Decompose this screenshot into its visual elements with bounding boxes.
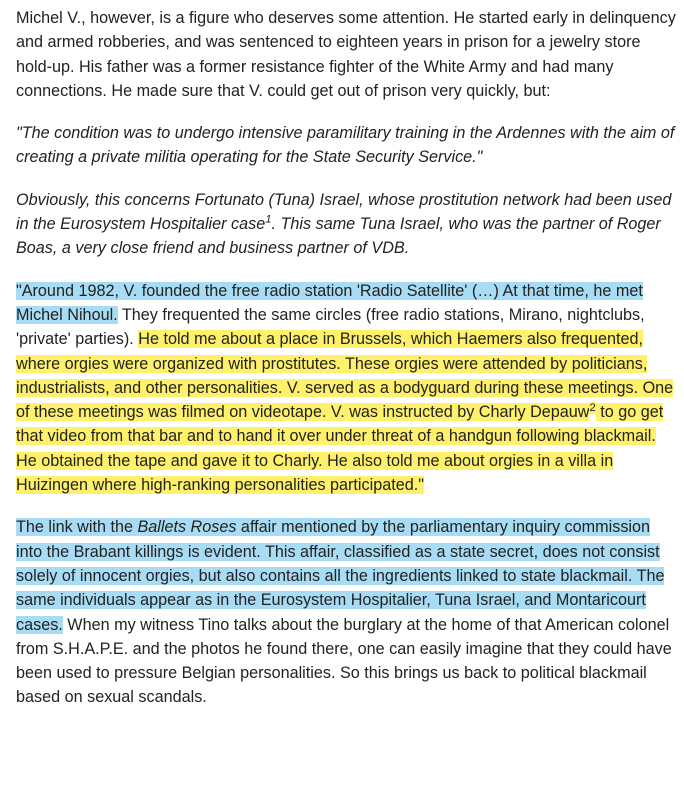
paragraph-tuna-israel — [16, 188, 680, 261]
footnote-ref[interactable]: 2 — [589, 401, 596, 414]
paragraph-radio-satellite — [16, 279, 680, 498]
blue-highlight-italic: Ballets Roses — [137, 518, 237, 537]
paragraph-text: Obviously, this concerns Fortunato (Tuna) Israel, whose prostitution network had been used in the Eurosystem Hospitalier case — [16, 190, 672, 234]
yellow-highlight: to go get that video from that bar and to hand it over under threat of a handgun following blackmail. He obtained the tape and gave it to Charly. He also told me about orgies in a villa in Huizingen where high-ranking personalities participated." — [16, 403, 664, 495]
document-page — [16, 6, 680, 728]
paragraph-text: They frequented the same circles (free radio stations, Mirano, nightclubs, 'private' parties). — [16, 305, 645, 349]
footnote-ref[interactable]: 1 — [265, 213, 272, 226]
quote-paragraph: "The condition was to undergo intensive paramilitary training in the Ardennes with the aim of creating a private militia operating for the State Security Service." — [16, 124, 675, 167]
paragraph-text: When my witness Tino talks about the burglary at the home of that American colonel from S.H.A.P.E. and the photos he found there, one can easily imagine that they could have been used to pressure Belgian personalities. So this brings us back to political blackmail based on sexual scandals. — [16, 615, 672, 707]
blue-highlight: "Around 1982, V. founded the free radio station 'Radio Satellite' (…) At that time, he met Michel Nihoul. — [16, 281, 643, 324]
blue-highlight: The link with the — [16, 518, 138, 537]
blue-highlight: affair mentioned by the parliamentary inquiry commission into the Brabant killings is evident. This affair, classified as a state secret, does not consist solely of innocent orgies, but also contains all the ingredients linked to state blackmail. The same individuals appear as in the Eurosystem Hospitalier, Tuna Israel, and Montaricourt cases. — [16, 518, 665, 634]
paragraph-text: . This same Tuna Israel, who was the partner of Roger Boas, a very close friend and business partner of VDB. — [16, 215, 661, 258]
paragraph-ballets-roses — [16, 515, 680, 709]
yellow-highlight: He told me about a place in Brussels, which Haemers also frequented, where orgies were organized with prostitutes. These orgies were attended by politicians, industrialists, and other personalities. V. served as a bodyguard during these meetings. One of these meetings was filmed on videotape. V. was instructed by Charly Depauw — [16, 330, 674, 422]
paragraph-intro: Michel V., however, is a figure who deserves some attention. He started early in delinquency and armed robberies, and was sentenced to eighteen years in prison for a jewelry store hold-up. His father was a former resistance fighter of the White Army and had many connections. He made sure that V. could get out of prison very quickly, but: — [16, 9, 676, 100]
